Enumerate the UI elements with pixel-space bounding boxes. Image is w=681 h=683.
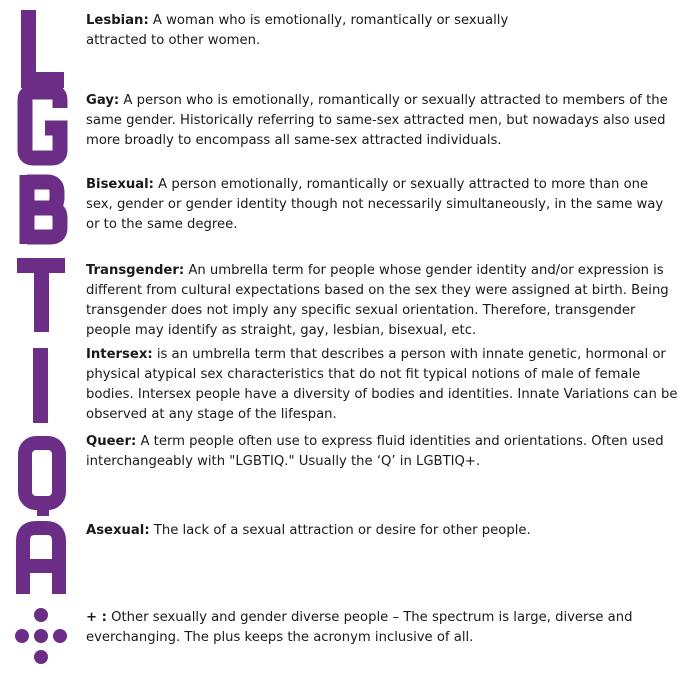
entry-transgender [86, 261, 678, 341]
term-intersex: Intersex: [86, 347, 153, 362]
definition-queer: A term people often use to express fluid identities and orientations. Often used interchangeably with "LGBTIQ." Usually the ‘Q’ in LGBTIQ+. [86, 434, 664, 469]
term-lesbian: Lesbian: [86, 13, 149, 28]
letter-q [25, 443, 59, 516]
term-gay: Gay: [86, 93, 120, 108]
definition-lesbian: A woman who is emotionally, romantically or sexually attracted to other women. [86, 13, 509, 48]
letter-i [33, 348, 48, 423]
definition-plus: Other sexually and gender diverse people – The spectrum is large, diverse and everchanging. The plus keeps the acronym inclusive of all. [86, 610, 633, 645]
term-queer: Queer: [86, 434, 137, 449]
letter-a [23, 528, 59, 594]
letter-g [25, 92, 60, 158]
definition-intersex: is an umbrella term that describes a person with innate genetic, hormonal or physical atypical sex characteristics that do not fit typical notions of male of female bodies. Intersex people have a diversity of bodies and identities. Innate Variations can be observed at any stage of the lifespan. [86, 347, 678, 422]
entry-gay [86, 91, 678, 151]
letter-t [17, 258, 65, 332]
entry-bisexual [86, 175, 678, 235]
entry-asexual [86, 521, 678, 541]
definition-transgender: An umbrella term for people whose gender identity and/or expression is different from cultural expectations based on the sex they were assigned at birth. Being transgender does not imply any specific sexual orientation. Therefore, transgender people may identify as straight, gay, lesbian, bisexual, etc. [86, 263, 669, 338]
definition-gay: A person who is emotionally, romantically or sexually attracted to members of the same gender. Historically referring to same-sex attracted men, but nowadays also used more broadly to encompass all same-sex attracted individuals. [86, 93, 668, 148]
plus-dots-icon [15, 608, 67, 664]
entry-plus [86, 608, 678, 648]
term-plus: + : [86, 610, 107, 625]
definition-asexual: The lack of a sexual attraction or desire for other people. [149, 523, 531, 538]
entry-intersex [86, 345, 678, 425]
term-asexual: Asexual: [86, 523, 150, 538]
term-bisexual: Bisexual: [86, 177, 154, 192]
entry-queer [86, 432, 678, 472]
lgbtiq-letters-column [0, 0, 80, 683]
letter-l [21, 10, 64, 88]
definition-bisexual: A person emotionally, romantically or sexually attracted to more than one sex, gender or gender identity though not necessarily simultaneously, in the same way or to the same degree. [86, 177, 664, 232]
letter-b [27, 175, 60, 244]
entry-lesbian [86, 11, 536, 51]
term-transgender: Transgender: [86, 263, 185, 278]
